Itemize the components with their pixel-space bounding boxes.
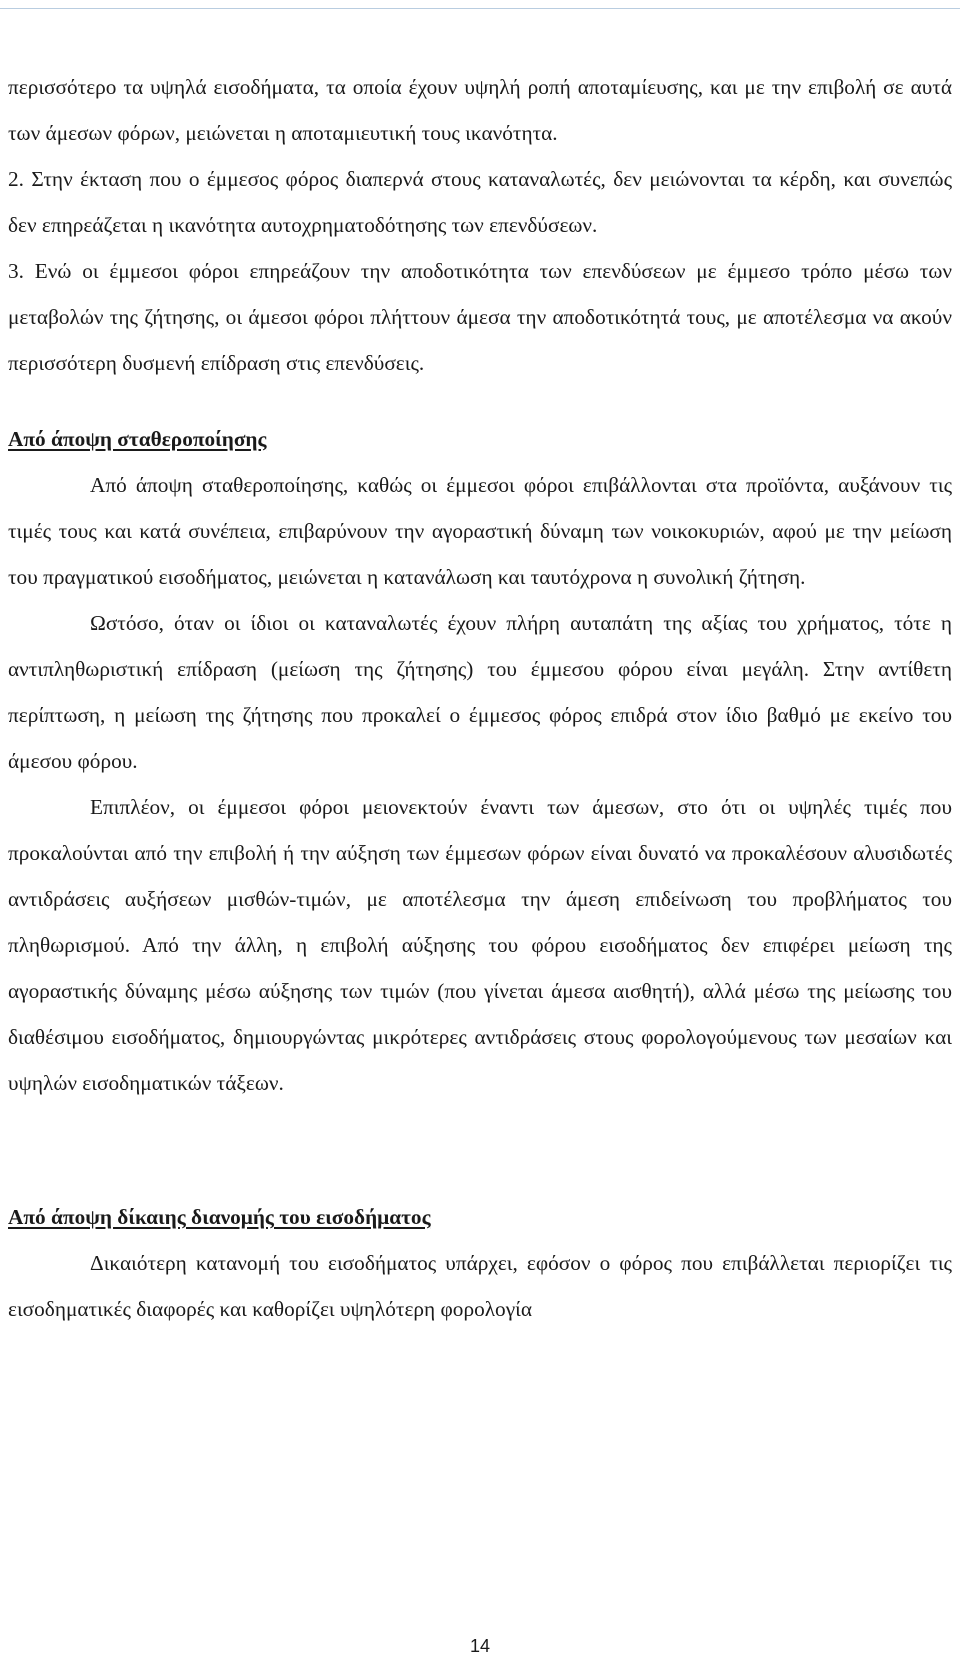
section-heading-distribution: Από άποψη δίκαιης διανομής του εισοδήματος — [8, 1205, 431, 1229]
paragraph: Δικαιότερη κατανομή του εισοδήματος υπάρχει, εφόσον ο φόρος που επιβάλλεται περιορίζει τις εισοδηματικές διαφορές και καθορίζει υψηλότερη φορολογία — [8, 1251, 952, 1321]
page-body — [8, 64, 952, 1332]
paragraph: Ωστόσο, όταν οι ίδιοι οι καταναλωτές έχουν πλήρη αυταπάτη της αξίας του χρήματος, τότε η αντιπληθωριστική επίδραση (μείωση της ζήτησης) του έμμεσου φόρου είναι μεγάλη. Στην αντίθετη περίπτωση, η μείωση της ζήτησης που προκαλεί ο έμμεσος φόρος επιδρά στον ίδιο βαθμό με εκείνο του άμεσου φόρου. — [8, 611, 952, 773]
spacer — [8, 386, 952, 416]
page-number: 14 — [469, 1636, 491, 1656]
list-item-2: 2. Στην έκταση που ο έμμεσος φόρος διαπερνά στους καταναλωτές, δεν μειώνονται τα κέρδη, και συνεπώς δεν επηρεάζεται η ικανότητα αυτοχρηματοδότησης των επενδύσεων. — [8, 167, 952, 237]
paragraph: Από άποψη σταθεροποίησης, καθώς οι έμμεσοι φόροι επιβάλλονται στα προϊόντα, αυξάνουν τις τιμές τους και κατά συνέπεια, επιβαρύνουν την αγοραστική δύναμη των νοικοκυριών, αφού με την μείωση του πραγματικού εισοδήματος, μειώνεται η κατανάλωση και ταυτόχρονα η συνολική ζήτηση. — [8, 473, 952, 589]
list-item-3: 3. Ενώ οι έμμεσοι φόροι επηρεάζουν την αποδοτικότητα των επενδύσεων με έμμεσο τρόπο μέσω των μεταβολών της ζήτησης, οι άμεσοι φόροι πλήττουν άμεσα την αποδοτικότητά τους, με αποτέλεσμα να ακούν περισσότερη δυσμενή επίδραση στις επενδύσεις. — [8, 259, 952, 375]
paragraph: περισσότερο τα υψηλά εισοδήματα, τα οποία έχουν υψηλή ροπή αποταμίευσης, και με την επιβολή σε αυτά των άμεσων φόρων, μειώνεται η αποταμιευτική τους ικανότητα. — [8, 75, 952, 145]
paragraph: Επιπλέον, οι έμμεσοι φόροι μειονεκτούν έναντι των άμεσων, στο ότι οι υψηλές τιμές που προκαλούνται από την επιβολή ή την αύξηση των έμμεσων φόρων είναι δυνατό να προκαλέσουν αλυσιδωτές αντιδράσεις αυξήσεων μισθών-τιμών, με αποτέλεσμα την άμεση επιδείνωση του προβλήματος του πληθωρισμού. Από την άλλη, η επιβολή αύξησης του φόρου εισοδήματος δεν επιφέρει μείωση της αγοραστικής δύναμης μέσω αύξησης των τιμών (που γίνεται άμεσα αισθητή), αλλά μέσω της μείωσης του διαθέσιμου εισοδήματος, δημιουργώντας μικρότερες αντιδράσεις στους φορολογούμενους των μεσαίων και υψηλών εισοδηματικών τάξεων. — [8, 795, 952, 1095]
section-heading-stabilization: Από άποψη σταθεροποίησης — [8, 427, 267, 451]
spacer — [8, 1106, 952, 1194]
header-rule — [0, 8, 960, 9]
